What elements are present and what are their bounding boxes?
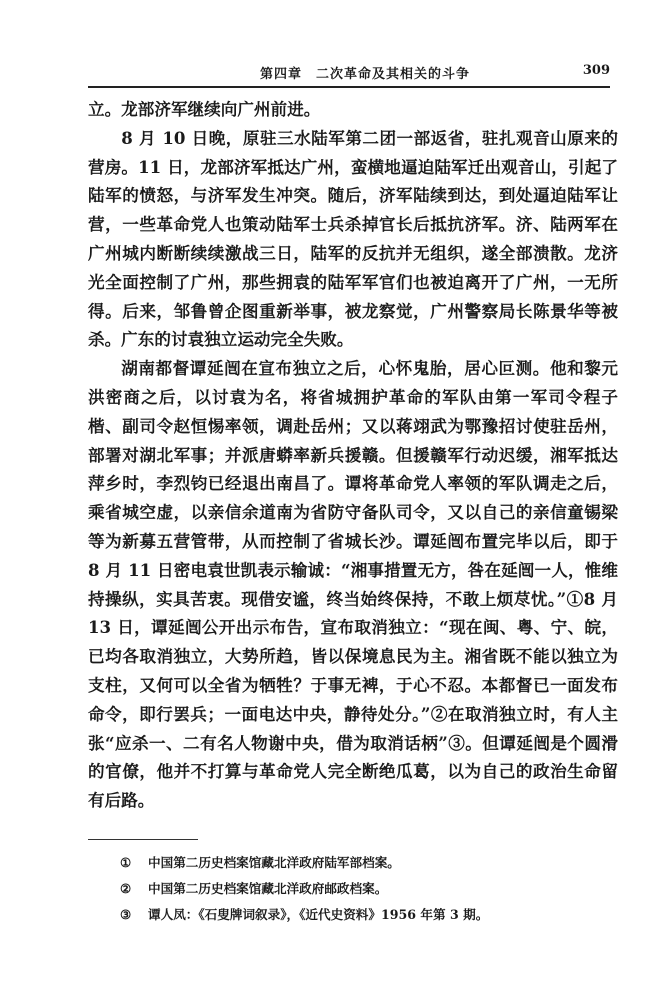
- page-number: 309: [582, 63, 610, 78]
- footnote-text: 中国第二历史档案馆藏北洋政府邮政档案。: [148, 881, 388, 896]
- body-text: [88, 95, 618, 815]
- paragraph-continuation: 立。龙部济军继续向广州前进。: [88, 99, 321, 119]
- paragraph: 8 月 10 日晚，原驻三水陆军第二团一部返省，驻扎观音山原来的营房。11 日，龙部济军抵达广州，蛮横地逼迫陆军迁出观音山，引起了陆军的愤怒，与济军发生冲突。随后，济军陆续到达，到处逼迫陆军让营，一些革命党人也策动陆军士兵杀掉官长后抵抗济军。济、陆两军在广州城内断断续续激战三日，陆军的反抗并无组织，遂全部溃散。龙济光全面控制了广州，那些拥袁的陆军军官们也被迫离开了广州，一无所得。后来，邹鲁曾企图重新举事，被龙察觉，广州警察局长陈景华等被杀。广东的讨袁独立运动完全失败。: [88, 127, 618, 350]
- paragraph: 湖南都督谭延闿在宣布独立之后，心怀鬼胎，居心叵测。他和黎元洪密商之后，以讨袁为名，将省城拥护革命的军队由第一军司令程子楷、副司令赵恒惕率领，调赴岳州；又以蒋翊武为鄂豫招讨使驻岳州，部署对湖北军事；并派唐蟒率新兵援赣。但援赣军行动迟缓，湘军抵达萍乡时，李烈钧已经退出南昌了。谭将革命党人率领的军队调走之后，乘省城空虚，以亲信余道南为省防守备队司令，又以自己的亲信童锡梁等为新募五营管带，从而控制了省城长沙。谭延闿布置完毕以后，即于 8 月 11 日密电袁世凯表示输诚：“湘事措置无方，咎在延闿一人，惟维持操纵，实具苦衷。现借安谧，终当始终保持，不敢上烦荩忧。”①8 月 13 日，谭延闿公开出示布告，宣布取消独立：“现在闽、粤、宁、皖，已均各取消独立，大势所趋，皆以保境息民为主。湘省既不能以独立为支柱，又何可以全省为牺牲？于事无裨，于心不忍。本都督已一面发布命令，即行罢兵；一面电达中央，静待处分。”②在取消独立时，有人主张“应杀一、二有名人物谢中央，借为取消话柄”③。但谭延闿是个圆滑的官僚，他并不打算与革命党人完全断绝瓜葛，以为自己的政治生命留有后路。: [88, 358, 618, 811]
- footnote: [120, 850, 610, 876]
- footnotes: [120, 850, 610, 928]
- footnote-mark: ②: [120, 881, 132, 896]
- footnote: [120, 876, 610, 902]
- chapter-title: 第四章 二次革命及其相关的斗争: [260, 67, 471, 82]
- footnote: [120, 902, 610, 928]
- footnote-rule: [88, 839, 198, 840]
- footnote-text: 中国第二历史档案馆藏北洋政府陆军部档案。: [148, 855, 400, 870]
- footnote-mark: ①: [120, 855, 132, 870]
- running-header: [88, 62, 610, 84]
- footnote-mark: ③: [120, 907, 132, 922]
- footnote-text: 谭人凤：《石叟牌词叙录》，《近代史资料》1956 年第 3 期。: [148, 907, 489, 922]
- header-rule: [88, 86, 610, 88]
